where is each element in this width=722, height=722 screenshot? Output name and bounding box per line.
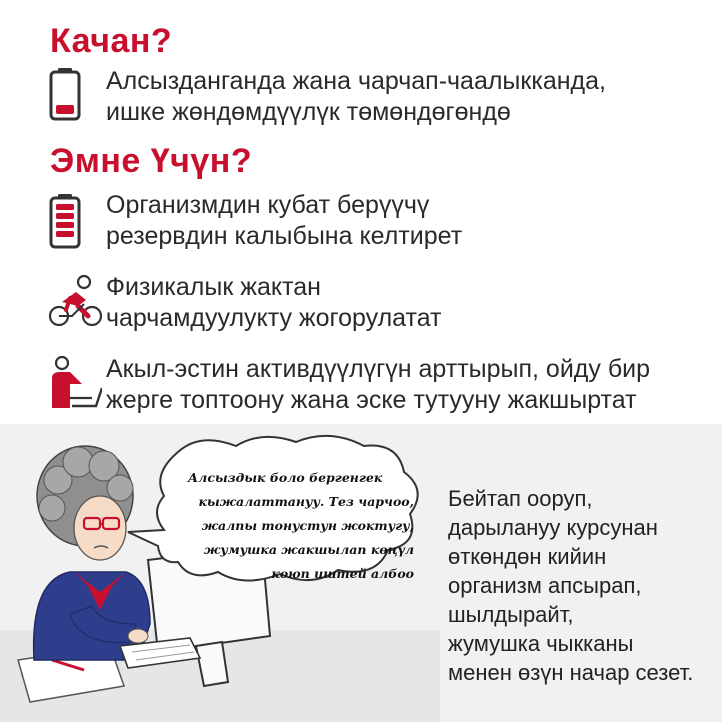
side-text-line: өткөндөн кийин [448,544,607,569]
why-line: Организмдин кубат берүүчү [106,191,430,219]
why-line: резервдин калыбына келтирет [106,222,463,250]
when-text [106,66,606,128]
bubble-line: жалпы тонустун жоктугу, [201,518,414,533]
speech-bubble-text [176,466,414,586]
why-line: Акыл-эстин активдүүлүгүн арттырып, ойду бир [106,355,651,383]
full-battery-icon [48,192,82,255]
bubble-line: Алсыздык боло бергенгек [188,470,383,485]
bubble-line: жумушка жакшылап көңүл [204,542,414,557]
bubble-line: коюп иштей албоо [271,566,414,581]
why-line: чарчамдуулукту жогорулатат [106,304,442,332]
why-line: Физикалык жактан [106,273,321,301]
when-heading: Качан? [50,22,173,60]
bubble-line: кыжалаттануу. Тез чарчоо, [198,494,414,509]
side-text-line: менен өзүн начар сезет. [448,660,694,685]
side-text [448,484,693,687]
why-text [106,354,650,416]
side-text-line: Бейтап ооруп, [448,486,593,511]
side-text-line: жумушка чыкканы [448,631,634,656]
side-text-line: дарылануу курсунан [448,515,658,540]
side-text-line: шылдырайт, [448,602,574,627]
why-text [106,272,442,334]
cyclist-icon [48,272,102,333]
side-text-line: организм апсырап, [448,573,642,598]
why-text [106,190,462,252]
low-battery-icon [48,66,82,127]
person-laptop-icon [48,354,102,417]
when-line: ишке жөндөмдүүлүк төмөндөгөндө [106,98,511,126]
why-line: жерге топтоону жана эске тутууну жакшыртат [106,386,637,414]
when-line: Алсызданганда жана чарчап-чаалыкканда, [106,67,606,95]
why-heading: Эмне Үчүн? [50,142,253,180]
